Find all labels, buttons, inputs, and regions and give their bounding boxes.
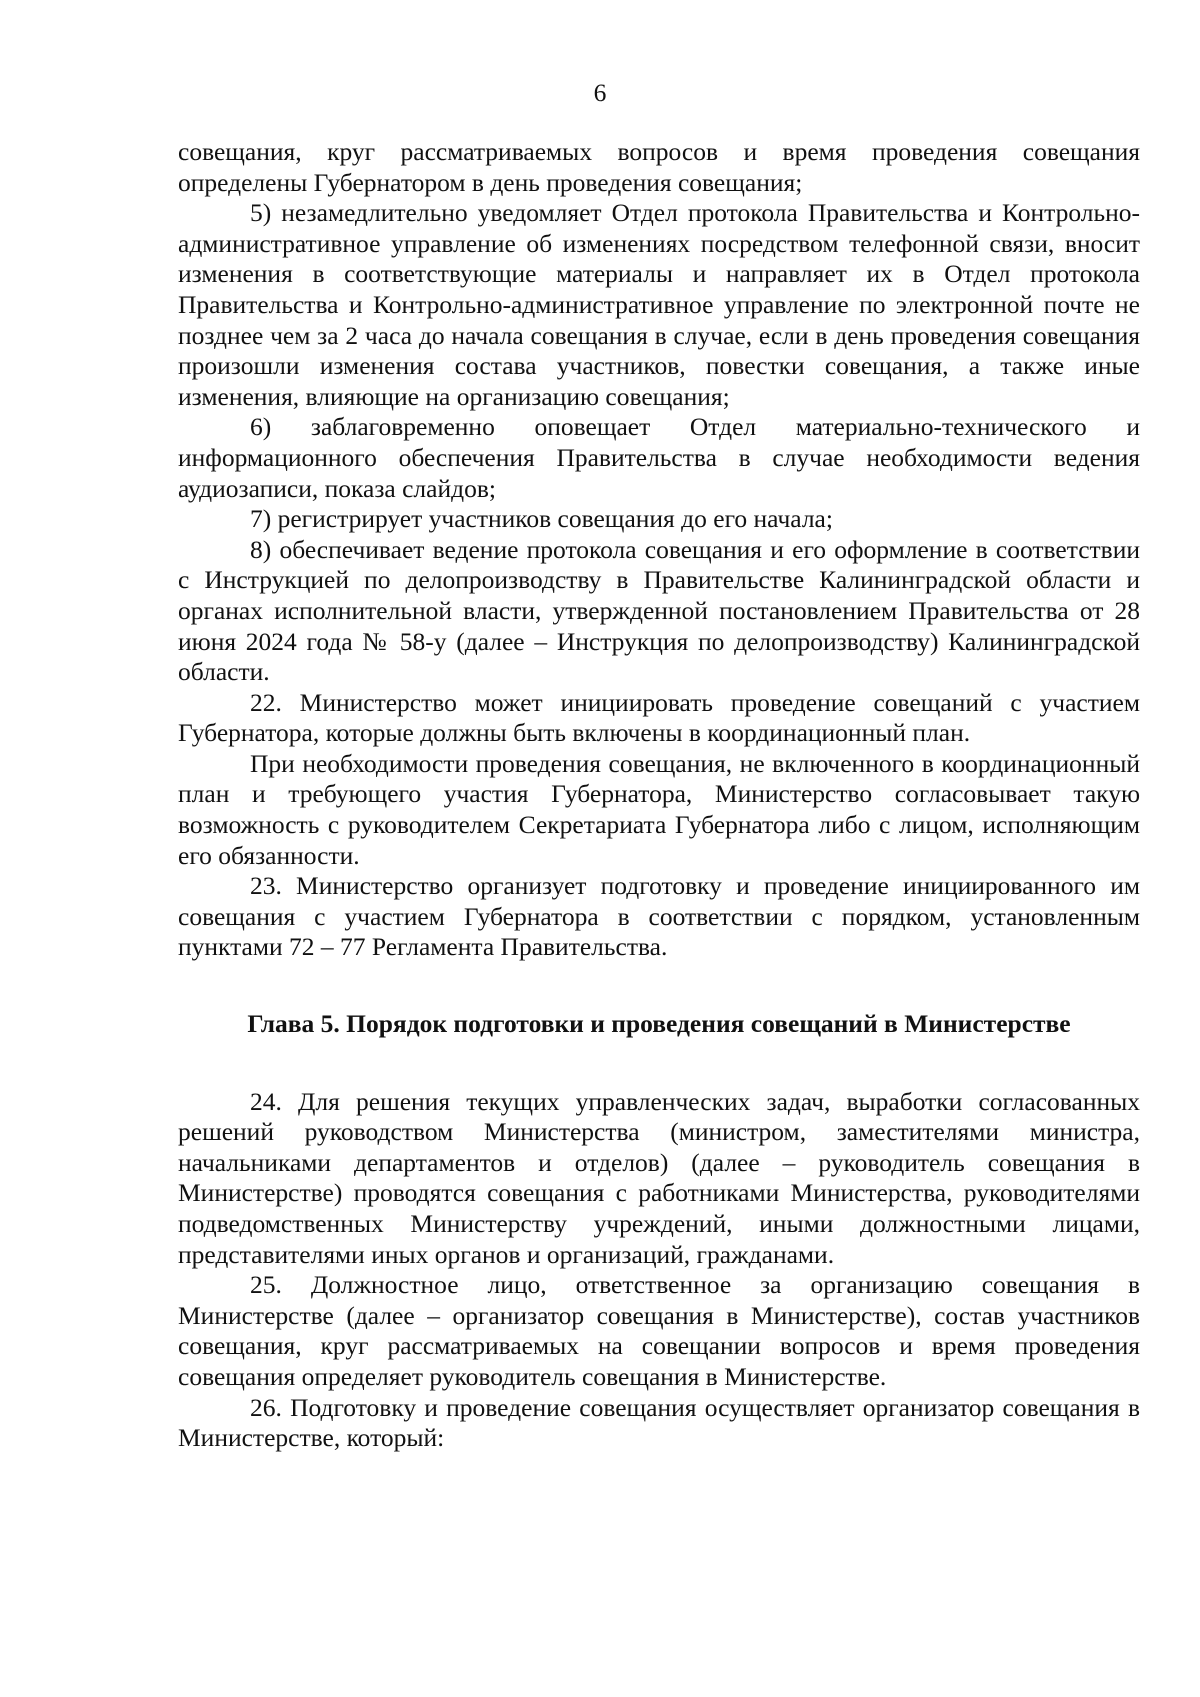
clause-25: 25. Должностное лицо, ответственное за организацию совещания в Министерстве (далее – организатор совещания в Министерстве), состав участников совещания, круг рассматриваемых на совещании вопросов и время проведения совещания определяет руководитель совещания в Министерстве. — [178, 1270, 1140, 1391]
clause-23: 23. Министерство организует подготовку и проведение инициированного им совещания с участием Губернатора в соответствии с порядком, установленным пунктами 72 – 77 Регламента Правительства. — [178, 871, 1140, 962]
clause-22: 22. Министерство может инициировать проведение совещаний с участием Губернатора, которые должны быть включены в координационный план. — [178, 687, 1140, 748]
paragraph-continuation: совещания, круг рассматриваемых вопросов и время проведения совещания определены Губернатором в день проведения совещания; — [178, 137, 1140, 197]
list-item-7: 7) регистрирует участников совещания до его начала; — [250, 504, 833, 534]
page-number: 6 — [593, 78, 607, 107]
clause-26: 26. Подготовку и проведение совещания осуществляет организатор совещания в Министерстве, который: — [178, 1392, 1140, 1453]
clause-22-paragraph-2: При необходимости проведения совещания, не включенного в координационный план и требующего участия Губернатора, Министерство согласовывает такую возможность с руководителем Секретариата Губернатора либо с лицом, исполняющим его обязанности. — [178, 748, 1140, 870]
list-item-8: 8) обеспечивает ведение протокола совещания и его оформление в соответствии с Инструкцией по делопроизводству в Правительстве Калининградской области и органах исполнительной власти, утвержденной постановлением Правительства от 28 июня 2024 года № 58-у (далее – Инструкция по делопроизводству) Калининградской области. — [178, 534, 1140, 687]
document-body — [178, 137, 1140, 1454]
clause-24: 24. Для решения текущих управленческих задач, выработки согласованных решений руководством Министерства (министром, заместителями министра, начальниками департаментов и отделов) (далее – руководитель совещания в Министерстве) проводятся совещания с работниками Министерства, руководителями подведомственных Министерству учреждений, иными должностными лицами, представителями иных органов и организаций, гражданами. — [178, 1086, 1140, 1269]
list-item-5: 5) незамедлительно уведомляет Отдел протокола Правительства и Контрольно-административное управление об изменениях посредством телефонной связи, вносит изменения в соответствующие материалы и направляет их в Отдел протокола Правительства и Контрольно-административное управление по электронной почте не позднее чем за 2 часа до начала совещания в случае, если в день проведения совещания произошли изменения состава участников, повестки совещания, а также иные изменения, влияющие на организацию совещания; — [178, 198, 1140, 411]
chapter-heading: Глава 5. Порядок подготовки и проведения совещаний в Министерстве — [247, 1009, 1071, 1039]
list-item-6: 6) заблаговременно оповещает Отдел материально-технического и информационного обеспечения Правительства в случае необходимости ведения аудиозаписи, показа слайдов; — [178, 412, 1140, 503]
